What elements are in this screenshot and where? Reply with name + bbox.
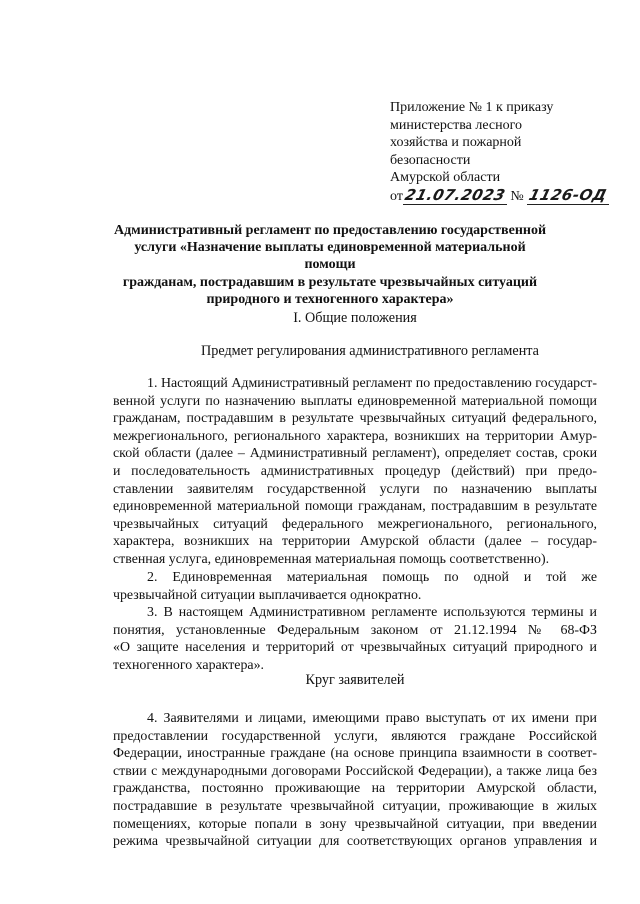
- paragraph-line: венной услуги по назначению выплаты единовременной материальной помощи: [113, 393, 597, 409]
- title-line: природного и техногенного характера»: [206, 291, 454, 307]
- subsection-heading: Предмет регулирования административного регламента: [201, 343, 539, 359]
- paragraph-line: 4. Заявителями и лицами, имеющими право выступать от их имени при: [147, 711, 597, 726]
- paragraph-3: [113, 604, 597, 674]
- paragraph-line: характера, возникших на территории Амурской области (далее – государ-: [113, 534, 597, 550]
- appendix-line: министерства лесного: [390, 117, 523, 133]
- handwritten-date: 21.07.2023: [402, 185, 508, 204]
- paragraph-line: чрезвычайных ситуаций федерального межрегионального, регионального,: [113, 516, 597, 532]
- title-line: гражданам, пострадавшим в результате чрезвычайных ситуаций: [122, 274, 538, 290]
- appendix-line: безопасности: [390, 152, 471, 168]
- appendix-line: Приложение № 1 к приказу: [390, 100, 554, 115]
- title-line: Административный регламент по предоставлению государственной: [113, 223, 547, 238]
- section-heading: I. Общие положения: [293, 310, 417, 326]
- paragraph-line: и последовательность административных процедур (действий) при предо-: [113, 463, 597, 479]
- paragraph-4: [113, 710, 597, 851]
- date-prefix: от: [390, 188, 403, 204]
- document-title: [110, 222, 550, 308]
- paragraph-line: чрезвычайной ситуации выплачивается однократно.: [113, 587, 422, 603]
- appendix-block: [390, 99, 610, 205]
- paragraph-line: гражданам, пострадавшим в результате чрезвычайных ситуаций федерального,: [113, 411, 597, 427]
- paragraph-line: пострадавшие в результате чрезвычайной ситуации, проживающие в жилых: [113, 798, 597, 814]
- paragraph-line: «О защите населения и территорий от чрезвычайных ситуаций природного и: [113, 640, 597, 656]
- paragraph-line: предоставлении государственной услуги, являются граждане Российской: [113, 728, 597, 744]
- paragraph-line: ставлении заявителям государственной услуги по назначению выплаты: [113, 481, 597, 497]
- paragraph-line: 1. Настоящий Административный регламент по предоставлению государст-: [147, 376, 597, 391]
- paragraph-line: единовременной материальной помощи гражданам, пострадавшим в результате: [113, 499, 597, 515]
- appendix-line: Амурской области: [390, 170, 501, 185]
- paragraph-line: техногенного характера».: [113, 657, 265, 673]
- paragraph-line: режима чрезвычайной ситуации для соответствующих органов управления и: [113, 834, 597, 850]
- paragraph-line: ствии с международными договорами Российской Федерации), а также лица без: [113, 763, 597, 779]
- order-date-line: [390, 185, 610, 206]
- paragraph-2: [113, 569, 597, 604]
- paragraph-line: Федерации, иностранные граждане (на основе принципа взаимности в соответ-: [113, 746, 597, 762]
- paragraph-line: ской области (далее – Административный регламент), определяет состав, сроки: [113, 446, 597, 462]
- paragraph-line: 3. В настоящем Административном регламенте используются термины и: [147, 605, 597, 620]
- subsection-heading: Круг заявителей: [305, 672, 405, 688]
- paragraph-line: понятия, установленные Федеральным законом от 21.12.1994 № 68-ФЗ: [113, 622, 597, 638]
- paragraph-line: ственная услуга, единовременная материальная помощь соответственно).: [113, 551, 550, 567]
- handwritten-number: 1126-ОД: [527, 185, 610, 204]
- paragraph-line: гражданства, постоянно проживающие на территории Амурской области,: [113, 781, 597, 797]
- paragraph-1: [113, 375, 597, 569]
- title-line: услуги «Назначение выплаты единовременной материальной помощи: [134, 240, 526, 273]
- paragraph-line: межрегионального, регионального характера, возникших на территории Амур-: [113, 428, 597, 444]
- appendix-line: хозяйства и пожарной: [390, 135, 522, 150]
- number-label: №: [510, 188, 524, 204]
- paragraph-line: помещениях, которые попали в зону чрезвычайной ситуации, при введении: [113, 816, 597, 832]
- paragraph-line: 2. Единовременная материальная помощь по одной и той же: [147, 570, 597, 585]
